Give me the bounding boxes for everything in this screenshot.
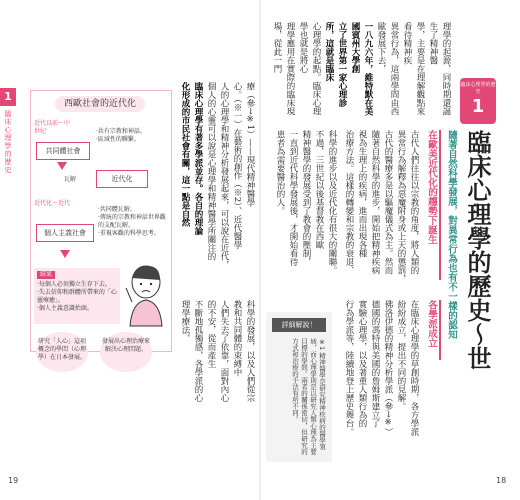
lead-col-1: 理學的起源，同時期還誕生了精神醫 (428, 22, 451, 116)
left-col-8: 人們失去了依靠，面對內心的不安，從而產生 (206, 300, 229, 402)
section1-body (340, 130, 420, 295)
s2-col-6: 行為學派等，陸續地登上歷史舞台。 (344, 300, 354, 436)
left-col-7: 科學的發展，以及人們從宗教和共同體的束縛中 (232, 300, 255, 402)
s1-col-11: 患者為需要醫治的人。 (275, 130, 285, 215)
explanation-tag: 詳細解說！ (272, 318, 326, 332)
modern-bullet-3: ‧重視客觀的科學思考。 (98, 230, 160, 237)
s2-col-5: 實驗心理學，以及著重人類行為的 (357, 300, 367, 428)
chapter-badge-number: 1 (471, 96, 485, 117)
bubble-psychology: 研究「人心」這項概念的學問（心理學）在日本發展。 (36, 332, 88, 372)
lead-body-text (266, 22, 452, 122)
left-col-1: 療（參→※1）——現代精神醫學 (245, 82, 255, 207)
node-community-society: 共同體社會 (36, 142, 90, 160)
arrow-down-icon (60, 250, 70, 258)
premodern-bullet-2: ‧區域性的聯繫。 (96, 136, 140, 143)
lead-col-6: 心理學的起點。臨床心理學也就是將心 (298, 22, 321, 116)
s2-col-4: 德國的馮特與美國的詹姆斯建立了 (370, 300, 380, 428)
node-modernization: 近代化 (96, 170, 148, 188)
result-item-2: ‧失去信仰和群體所帶來的「心靈療癒」。 (37, 289, 117, 304)
s1-col-3: 古代的醫療多是以驅魔儀式為主。然而 (383, 130, 393, 275)
chapter-tab-number: 1 (0, 88, 16, 106)
section-heading-origin: 在歐美近代化的趨勢下誕生 (424, 130, 441, 280)
page-title: 臨床心理學的歷史～世 (463, 130, 492, 370)
left-col-4: 個人的心靈可以說是心理學和精神醫學所關注的 (206, 82, 216, 261)
lead-col-5: 立了世界第一家心理診所，這就是臨床 (324, 22, 347, 107)
lead-col-2: 學，主要是在理解觀點來看待精神疾 (402, 22, 425, 116)
page-subtitle: 隨著自然科學發展，對異常行為也有不一樣的認知 (446, 130, 457, 339)
premodern-bullet-1: ‧共有宗教和神話。 (96, 128, 146, 135)
left-col-6: 化形成的市民社會有關，這一點是自然 (180, 82, 190, 227)
s2-col-2: 紛紛成立，提出不同的見解。 (396, 300, 406, 411)
modern-bullets (98, 206, 168, 238)
result-summary (34, 268, 120, 324)
gutter-divider (259, 0, 261, 500)
s2-col-3: 佛洛伊德的精神分析學派（參→※） (383, 300, 393, 437)
lead-col-3: 異常行為，這兩學問由西歐發展下去， (376, 22, 399, 116)
left-col-3: 人的心理學和精神分析發展起來，可以說在近代， (219, 82, 229, 269)
result-label: 結果 (37, 271, 55, 279)
left-col-5: 臨床心理學有著多學派並存。各自的理論 (193, 82, 203, 235)
result-item-3: ‧個人主義意識抬頭。 (37, 305, 93, 312)
s1-col-8: 不過，三世紀以後基督教在西歐 (314, 130, 324, 249)
s1-col-6: 治療方法。這樣的轉變和宗教的衰退、 (344, 130, 354, 275)
left-body-text-lower (178, 300, 256, 410)
s1-col-9: 精神醫學的發展受到了教會的壓制， (301, 130, 311, 266)
s1-col-2: 異常行為解釋為惡魔附身或上天的懲罰， (396, 130, 406, 283)
section2-body (340, 300, 420, 460)
s1-col-7: 科學的進步以及近代化有很大的關聯。 (327, 130, 337, 275)
node-individualist-society: 個人主義社會 (36, 224, 94, 242)
left-col-9: 不斷地孤獨感，各學派的心理學療法， (180, 300, 203, 402)
dissolve-label: 瓦解 (64, 176, 77, 183)
chapter-tab-label: 臨床心理學的歷史 (4, 110, 12, 174)
result-item-1: ‧每個人必須獨立生存下去。 (37, 281, 111, 288)
lead-col-7: 理學應用在實際的臨床現場，從此一門 (272, 22, 295, 116)
s2-col-1: 在臨床心理學的草創時期，各方學派 (409, 300, 419, 436)
diagram-title: 西歐社會的近代化 (55, 96, 145, 112)
page-number-left: 19 (8, 476, 19, 485)
left-col-2: 心。（※一）在藝術的創作（※2）、近代醫學 (232, 82, 242, 249)
s1-col-4: 隨著自然科學的進步，開始把精神疾病 (370, 130, 380, 275)
s1-col-5: 視為生理上的疾病，進而出現各種 (357, 130, 367, 258)
lead-col-4: 一八九六年，維特默在美國賓州大學創 (350, 22, 373, 116)
section-heading-schools: 各學派成立 (424, 300, 441, 360)
stage-label-modern: 近代化～近代 (34, 200, 71, 207)
explanation-text: ※1 精神醫學是研究精神疾病的醫學領域，而心理學則是以研究人類心理為主要目標的學問。兩者的關係密切，但研究的方式和治療的手法有所不同。 (291, 338, 326, 455)
modern-bullet-2: ‧傳統的宗教和神話世界觀的支配瓦解。 (98, 214, 166, 229)
bubble-psychotherapy: 發展出心理治療來解決心理問題。 (100, 332, 152, 372)
premodern-bullets (96, 128, 166, 144)
s1-col-10: 一直到近代科學發展後，才開始看待 (288, 130, 298, 266)
modern-bullet-1: ‧共同體瓦解。 (98, 206, 136, 213)
chapter-badge-label: 臨床心理學的歷史 (460, 82, 496, 95)
stage-label-premodern: 近代以前～中世紀 (34, 120, 71, 135)
s1-col-1: 古代人們往往以宗教的角度，將人類的 (409, 130, 419, 275)
chapter-badge (460, 78, 496, 124)
page-number-right: 18 (496, 476, 507, 485)
arrow-down-icon (57, 162, 67, 170)
worried-person-illustration (116, 258, 172, 328)
section1-body-cont (270, 130, 338, 295)
